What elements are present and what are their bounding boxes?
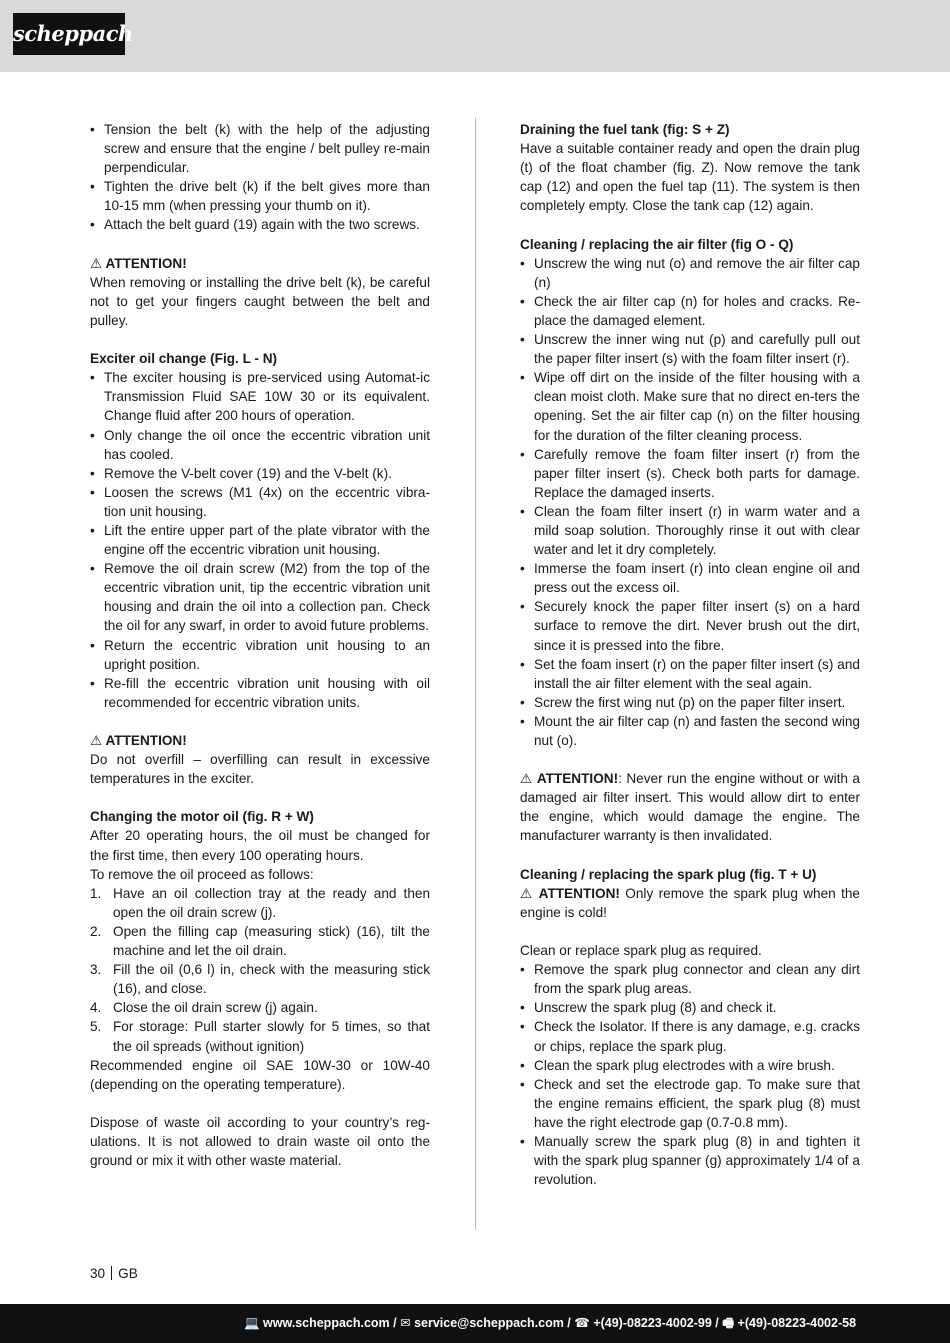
- page-number: 30 GB: [90, 1266, 138, 1281]
- list-item: 5. For storage: Pull starter slowly for 5 times, so that the oil spreads (without ignition): [90, 1019, 430, 1054]
- list-item: • Carefully remove the foam filter insert (r) from the paper filter insert (s). Check both parts for damage. Replace the damaged inserts.: [520, 445, 860, 502]
- attention-text: Do not overfill – overfilling can result in excessive temperatures in the exciter.: [90, 752, 430, 787]
- paragraph: Have a suitable container ready and open the drain plug (t) of the float chamber (fig. Z). Now remove the tank cap (12) and open the fuel tap (11). The system is then completely empty. Close the tank cap (12) again.: [520, 141, 860, 214]
- left-column: [90, 120, 430, 1170]
- attention-heading: ⚠ ATTENTION!: [90, 255, 187, 271]
- list-item: • Only change the oil once the eccentric vibration unit has cooled.: [90, 426, 430, 464]
- attention-text: ⚠ ATTENTION! Only remove the spark plug when the engine is cold!: [520, 885, 860, 920]
- list-item: • Check the Isolator. If there is any damage, e.g. cracks or chips, replace the spark plug.: [520, 1017, 860, 1055]
- list-item: 2. Open the filling cap (measuring stick) (16), tilt the machine and let the oil drain.: [90, 923, 430, 959]
- list-item: • Unscrew the wing nut (o) and remove the air filter cap (n): [520, 254, 860, 292]
- list-item: • Return the eccentric vibration unit housing to an upright position.: [90, 636, 430, 674]
- list-item: • Loosen the screws (M1 (4x) on the eccentric vibra-tion unit housing.: [90, 483, 430, 521]
- list-item: • Remove the spark plug connector and clean any dirt from the spark plug areas.: [520, 960, 860, 998]
- paragraph: Recommended engine oil SAE 10W-30 or 10W-40 (depending on the operating temperature).: [90, 1057, 430, 1092]
- column-divider: [475, 118, 476, 1230]
- phone-icon: ☎: [574, 1316, 590, 1330]
- fax-icon: 🖷: [722, 1316, 735, 1330]
- paragraph: After 20 operating hours, the oil must be changed for the first time, then every 100 operating hours.: [90, 828, 430, 863]
- fax-number: +(49)-08223-4002-58: [737, 1316, 857, 1330]
- list-item: • Manually screw the spark plug (8) in and tighten it with the spark plug spanner (g) approximately 1/4 of a revolution.: [520, 1132, 860, 1189]
- paragraph: Dispose of waste oil according to your country’s reg-ulations. It is not allowed to drain waste oil onto the ground or mix it with other waste material.: [90, 1114, 430, 1169]
- email-link[interactable]: service@scheppach.com: [414, 1316, 564, 1330]
- exciter-oil-list: [90, 368, 430, 712]
- list-item: • Check and set the electrode gap. To make sure that the engine remains efficient, the spark plug (8) must have the right electrode gap (0.7-0.8 mm).: [520, 1075, 860, 1132]
- air-filter-list: [520, 254, 860, 750]
- list-item: • Mount the air filter cap (n) and fasten the second wing nut (o).: [520, 712, 860, 750]
- section-heading: Changing the motor oil (fig. R + W): [90, 809, 314, 825]
- computer-icon: 💻: [243, 1316, 260, 1330]
- list-item: • Lift the entire upper part of the plate vibrator with the engine off the eccentric vibration unit housing.: [90, 521, 430, 559]
- section-heading: Cleaning / replacing the spark plug (fig. T + U): [520, 866, 817, 882]
- list-item: • Clean the foam filter insert (r) in warm water and a mild soap solution. Thoroughly rinse it out with clear water and let it dry completely.: [520, 502, 860, 559]
- list-item: • Re-fill the eccentric vibration unit housing with oil recommended for eccentric vibration units.: [90, 674, 430, 712]
- list-item: • Wipe off dirt on the inside of the filter housing with a clean moist cloth. Make sure that no direct en-ters the opening. Set the air filter cap (n) on the filter housing for the duration of the filter cleaning process.: [520, 368, 860, 444]
- belt-tension-list: [90, 120, 430, 235]
- attention-text: ⚠ ATTENTION!: Never run the engine without or with a damaged air filter insert. This would allow dirt to enter the engine, which would damage the engine. The manufacturer warranty is then invalidated.: [520, 771, 860, 844]
- paragraph: To remove the oil proceed as follows:: [90, 866, 314, 882]
- list-item: • Set the foam insert (r) on the paper filter insert (s) and install the air filter element with the seal again.: [520, 655, 860, 693]
- list-item: • Check the air filter cap (n) for holes and cracks. Re-place the damaged element.: [520, 292, 860, 330]
- page-header: [0, 0, 950, 72]
- section-heading: Cleaning / replacing the air filter (fig O - Q): [520, 236, 794, 252]
- warning-icon: ⚠: [90, 255, 103, 271]
- paragraph: Clean or replace spark plug as required.: [520, 943, 762, 959]
- list-item: 4. Close the oil drain screw (j) again.: [90, 1000, 318, 1016]
- list-item: 3. Fill the oil (0,6 l) in, check with the measuring stick (16), and close.: [90, 962, 430, 997]
- section-heading: Exciter oil change (Fig. L - N): [90, 351, 278, 367]
- list-item: • Tighten the drive belt (k) if the belt gives more than 10-15 mm (when pressing your thumb on it).: [90, 177, 430, 215]
- spark-plug-list: [520, 960, 860, 1189]
- list-item: 1. Have an oil collection tray at the ready and then open the oil drain screw (j).: [90, 885, 430, 920]
- list-item: • Remove the V-belt cover (19) and the V-belt (k).: [90, 464, 430, 483]
- scheppach-logo: scheppach: [13, 13, 125, 55]
- list-item: • Unscrew the spark plug (8) and check it.: [520, 998, 860, 1017]
- list-item: • Immerse the foam insert (r) into clean engine oil and press out the excess oil.: [520, 559, 860, 597]
- warning-icon: ⚠: [520, 885, 534, 901]
- warning-icon: ⚠: [520, 771, 533, 787]
- list-item: • Securely knock the paper filter insert (s) on a hard surface to remove the dirt. Never brush out the dirt, since it is pressed into the fibre.: [520, 597, 860, 654]
- website-link[interactable]: www.scheppach.com: [263, 1316, 390, 1330]
- list-item: • Unscrew the inner wing nut (p) and carefully pull out the paper filter insert (s) with the foam filter insert (r).: [520, 330, 860, 368]
- list-item: • Remove the oil drain screw (M2) from the top of the eccentric vibration unit, tip the eccentric vibration unit housing and drain the oil into a collection pan. Check the oil for any swarf, in order to avoid future problems.: [90, 559, 430, 635]
- section-heading: Draining the fuel tank (fig: S + Z): [520, 122, 730, 137]
- attention-text: When removing or installing the drive belt (k), be careful not to get your fingers caught between the belt and pulley.: [90, 274, 430, 328]
- right-column: [520, 120, 860, 1189]
- page-footer: 💻 www.scheppach.com / ✉ service@scheppach.com / ☎ +(49)-08223-4002-99 / 🖷 +(49)-08223-4002-58: [0, 1304, 950, 1343]
- phone-number: +(49)-08223-4002-99: [593, 1316, 712, 1330]
- envelope-icon: ✉: [400, 1316, 411, 1330]
- list-item: • Tension the belt (k) with the help of the adjusting screw and ensure that the engine / belt pulley re-main perpendicular.: [90, 120, 430, 177]
- list-item: • Attach the belt guard (19) again with the two screws.: [90, 215, 430, 234]
- list-item: • Clean the spark plug electrodes with a wire brush.: [520, 1056, 860, 1075]
- attention-heading: ⚠ ATTENTION!: [90, 733, 187, 748]
- warning-icon: ⚠: [90, 733, 103, 748]
- motor-oil-steps: [90, 884, 430, 1056]
- list-item: • The exciter housing is pre-serviced using Automat-ic Transmission Fluid SAE 10W 30 or its equivalent. Change fluid after 200 hours of operation.: [90, 368, 430, 425]
- list-item: • Screw the first wing nut (p) on the paper filter insert.: [520, 693, 860, 712]
